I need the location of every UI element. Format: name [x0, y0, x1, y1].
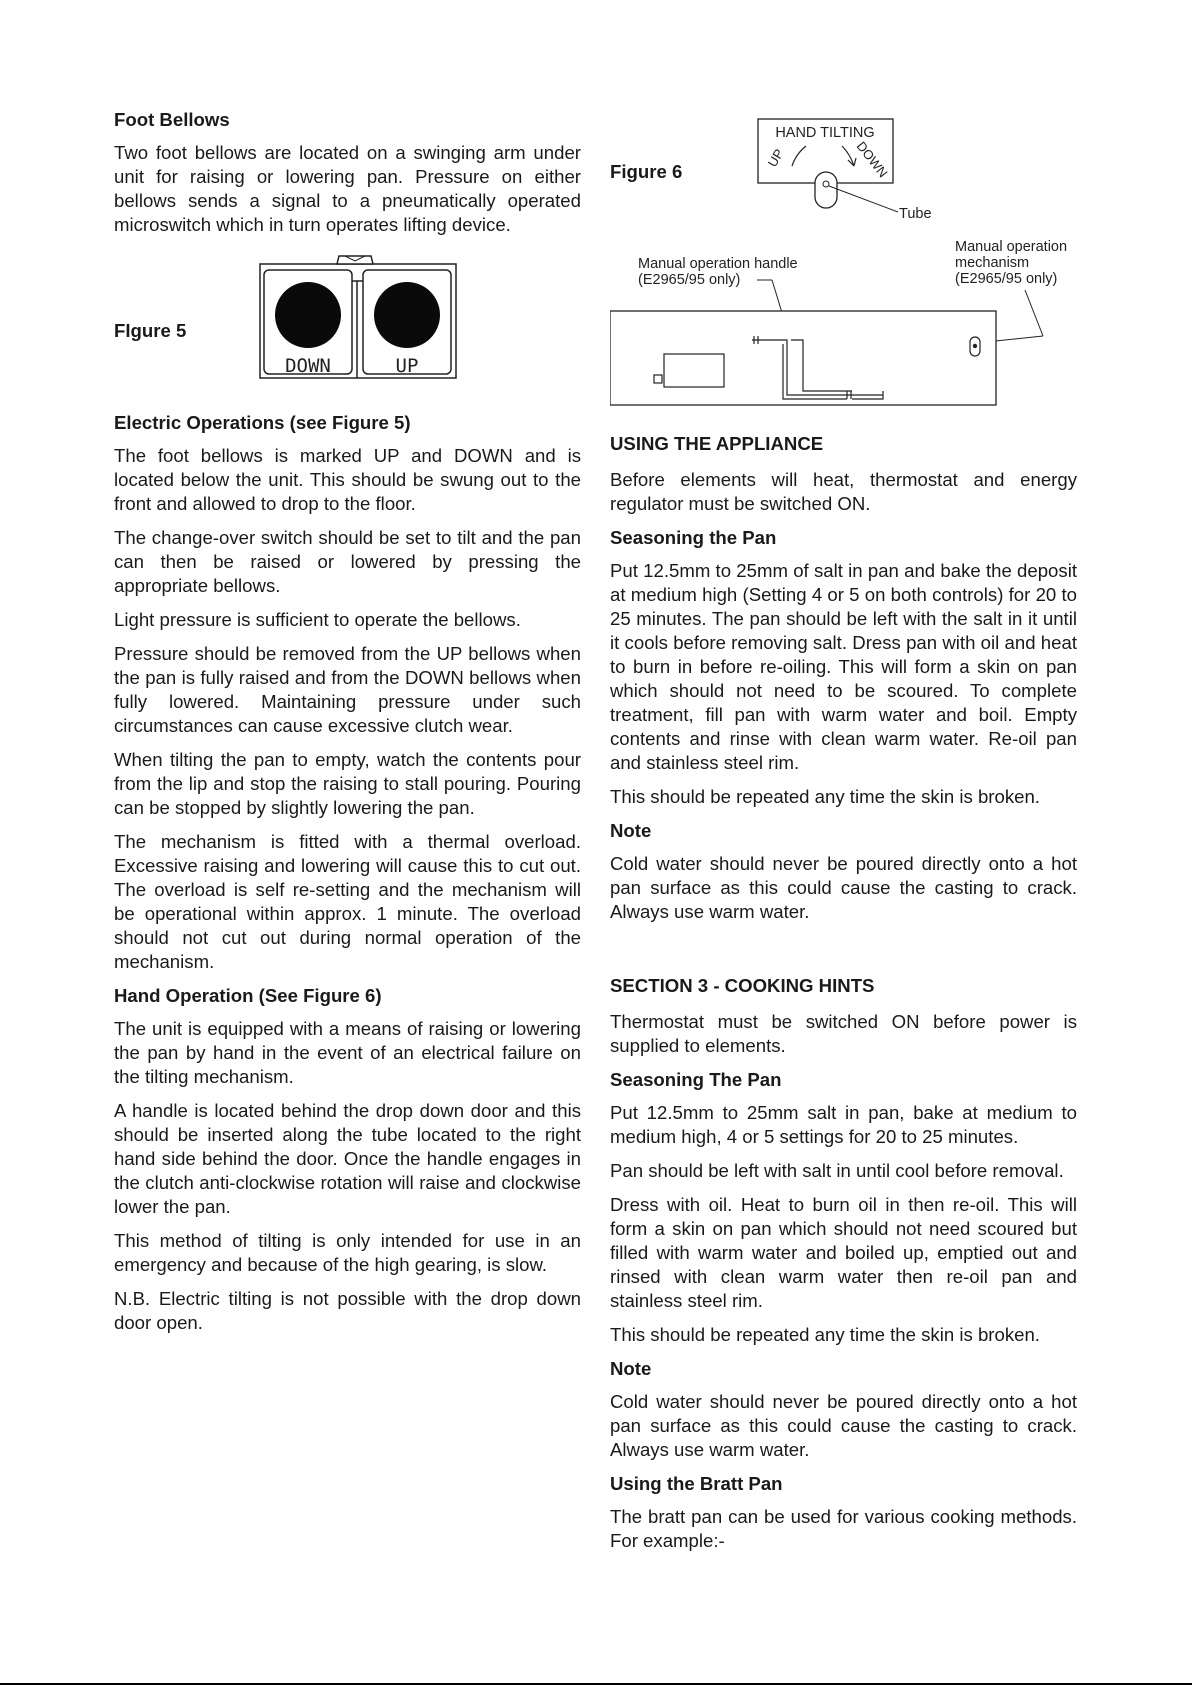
note-heading: Note	[610, 820, 652, 841]
manual-mechanism-label-line3: (E2965/95 only)	[955, 271, 1058, 287]
foot-bellows-text: Two foot bellows are located on a swinging arm under unit for raising or lowering pan. Pressure on either bellows sends a signal to a pneumatically operated microswitch which in turn operates lifting device.	[114, 142, 581, 235]
hand-tilting-down-label: DOWN	[853, 138, 891, 181]
manual-mechanism-label-line2: mechanism	[955, 255, 1030, 271]
electric-paragraph-1: The foot bellows is marked UP and DOWN and is located below the unit. This should be swung out to the front and allowed to drop to the floor.	[114, 445, 581, 514]
hand-paragraph-3: This method of tilting is only intended for use in an emergency and because of the high gearing, is slow.	[114, 1230, 581, 1275]
hand-tilting-illustration	[610, 110, 1077, 410]
section-3-paragraph-3: Pan should be left with salt in until cool before removal.	[610, 1160, 1064, 1181]
tube-slot	[815, 172, 837, 208]
hand-paragraph-2: A handle is located behind the drop down door and this should be inserted along the tube located to the right hand side behind the door. Once the handle engages in the clutch anti-clockwise rotation will raise and clockwise lower the pan.	[114, 1100, 581, 1217]
electric-paragraph-6: The mechanism is fitted with a thermal overload. Excessive raising and lowering will cause this to cut out. The overload is self re-setting and the mechanism will be operational within approx. 1 minute. The overload should not cut out during normal operation of the mechanism.	[114, 831, 581, 972]
seasoning-paragraph: Put 12.5mm to 25mm of salt in pan and bake the deposit at medium high (Setting 4 or 5 on both controls) for 20 to 25 minutes. The pan should be left with the salt in it until it cools before removing salt. Dress pan with oil and heat to burn in before re-oiling. This will form a skin on pan which should not need to be scoured. To complete treatment, fill pan with warm water and boil. Empty contents and rinse with clean warm water. Re-oil pan and stainless steel rim.	[610, 560, 1077, 773]
electric-operations-heading: Electric Operations (see Figure 5)	[114, 412, 411, 433]
bratt-pan-paragraph: The bratt pan can be used for various cooking methods. For example:-	[610, 1506, 1077, 1551]
repeat-paragraph: This should be repeated any time the skin is broken.	[610, 786, 1040, 807]
left-column	[114, 108, 581, 1345]
hand-tilting-up-label: UP	[764, 146, 787, 170]
hand-paragraph-1: The unit is equipped with a means of raising or lowering the pan by hand in the event of an electrical failure on the tilting mechanism.	[114, 1018, 581, 1087]
tube-label: Tube	[899, 206, 932, 222]
note-paragraph: Cold water should never be poured directly onto a hot pan surface as this could cause the casting to crack. Always use warm water.	[610, 853, 1077, 922]
section-3-paragraph-2: Put 12.5mm to 25mm salt in pan, bake at medium to medium high, 4 or 5 settings for 20 to 25 minutes.	[610, 1102, 1077, 1147]
figure-5	[114, 251, 581, 399]
foot-bellows-heading: Foot Bellows	[114, 109, 230, 130]
down-pedal-pad	[275, 282, 341, 348]
manual-mechanism-label-line1: Manual operation	[955, 239, 1068, 255]
up-label: UP	[395, 355, 419, 377]
hand-tilting-title: HAND TILTING	[775, 125, 875, 141]
section-3-seasoning-heading: Seasoning The Pan	[610, 1069, 782, 1090]
right-column	[610, 110, 1077, 1563]
section-3-paragraph-5: This should be repeated any time the skin is broken.	[610, 1324, 1040, 1345]
electric-paragraph-5: When tilting the pan to empty, watch the contents pour from the lip and stop the raising to stall pouring. Pouring can be stopped by slightly lowering the pan.	[114, 749, 581, 818]
using-paragraph-1: Before elements will heat, thermostat and energy regulator must be switched ON.	[610, 469, 1077, 514]
electric-paragraph-2: The change-over switch should be set to tilt and the pan can then be raised or lowered by pressing the appropriate bellows.	[114, 527, 581, 596]
electric-paragraph-3: Light pressure is sufficient to operate the bellows.	[114, 609, 521, 630]
section-3-paragraph-1: Thermostat must be switched ON before power is supplied to elements.	[610, 1011, 1077, 1056]
electric-paragraph-4: Pressure should be removed from the UP bellows when the pan is fully raised and from the DOWN bellows when fully lowered. Maintaining pressure under such circumstances can cause excessive clutch wear.	[114, 643, 581, 736]
figure-6	[610, 110, 1077, 410]
seasoning-heading: Seasoning the Pan	[610, 527, 777, 548]
down-label: DOWN	[285, 355, 331, 377]
manual-handle-label-line2: (E2965/95 only)	[638, 272, 741, 288]
section-3-note: Cold water should never be poured directly onto a hot pan surface as this could cause the casting to crack. Always use warm water.	[610, 1391, 1077, 1460]
foot-bellows-illustration	[259, 251, 459, 381]
section-3-paragraph-4: Dress with oil. Heat to burn oil in then re-oil. This will form a skin on pan which should not need scoured but filled with warm water and boiled up, emptied out and rinsed with clean warm water then re-oil pan and stainless steel rim.	[610, 1194, 1077, 1311]
up-pedal-pad	[374, 282, 440, 348]
figure-5-label: FIgure 5	[114, 320, 187, 341]
hand-paragraph-4: N.B. Electric tilting is not possible with the drop down door open.	[114, 1288, 581, 1333]
figure-6-label: Figure 6	[610, 161, 683, 182]
section-3-note-heading: Note	[610, 1358, 652, 1379]
manual-handle-label-line1: Manual operation handle	[638, 256, 798, 272]
section-3-heading: SECTION 3 - COOKING HINTS	[610, 975, 875, 996]
bratt-pan-heading: Using the Bratt Pan	[610, 1473, 783, 1494]
hand-operation-heading: Hand Operation (See Figure 6)	[114, 985, 382, 1006]
using-appliance-heading: USING THE APPLIANCE	[610, 433, 824, 454]
